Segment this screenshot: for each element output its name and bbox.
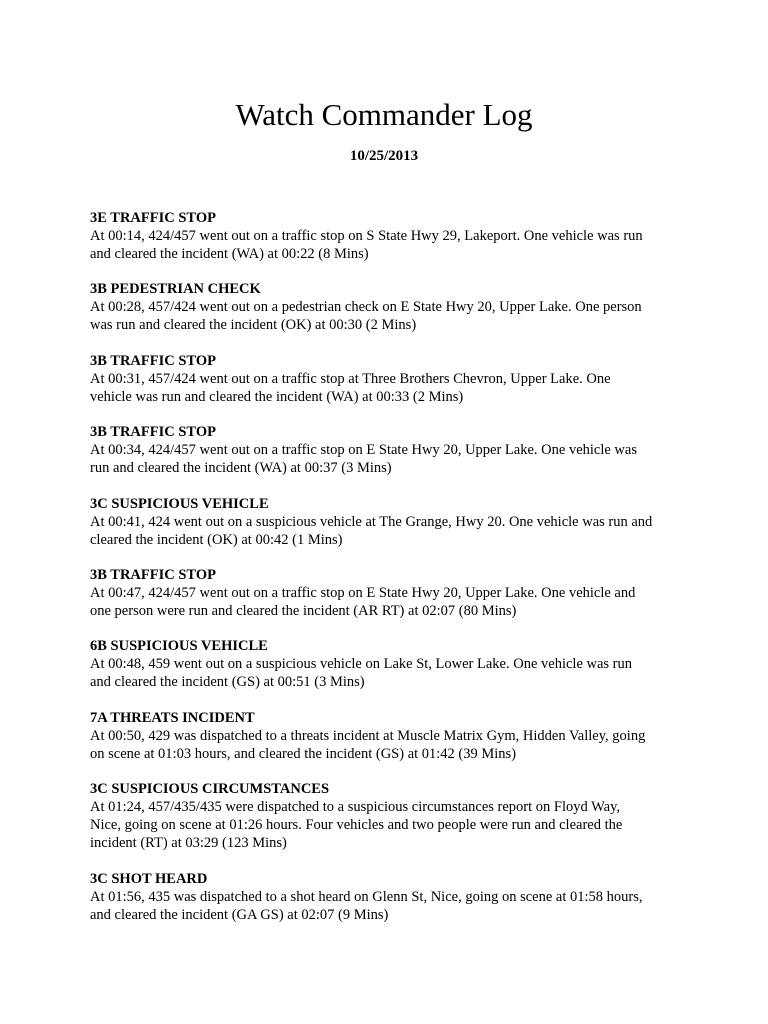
log-entry [90, 709, 680, 763]
entry-text-line: At 00:34, 424/457 went out on a traffic stop on E State Hwy 20, Upper Lake. One vehicle was [90, 442, 637, 459]
entry-text-line: At 00:47, 424/457 went out on a traffic stop on E State Hwy 20, Upper Lake. One vehicle and [90, 584, 636, 601]
log-entry [90, 870, 680, 924]
entry-heading: 3C SUSPICIOUS CIRCUMSTANCES [90, 781, 330, 798]
entry-text-line: and cleared the incident (WA) at 00:22 (8 Mins) [90, 246, 369, 262]
log-entry [90, 780, 680, 852]
entry-text-line: was run and cleared the incident (OK) at 00:30 (2 Mins) [90, 317, 417, 334]
log-entry [90, 495, 680, 549]
entry-text-line: incident (RT) at 03:29 (123 Mins) [90, 835, 287, 852]
log-entry [90, 280, 680, 334]
log-date: 10/25/2013 [349, 148, 419, 164]
entry-text-line: cleared the incident (OK) at 00:42 (1 Mins) [90, 531, 343, 548]
entry-heading: 3B TRAFFIC STOP [90, 352, 216, 369]
entry-heading: 3B PEDESTRIAN CHECK [90, 281, 261, 298]
entry-text-line: At 00:31, 457/424 went out on a traffic stop at Three Brothers Chevron, Upper Lake. One [90, 370, 611, 387]
entry-heading: 7A THREATS INCIDENT [90, 709, 255, 726]
log-entry [90, 637, 680, 691]
entry-text-line: run and cleared the incident (WA) at 00:37 (3 Mins) [90, 460, 392, 477]
entry-text-line: At 00:28, 457/424 went out on a pedestrian check on E State Hwy 20, Upper Lake. One person [90, 299, 642, 316]
entry-text-line: Nice, going on scene at 01:26 hours. Four vehicles and two people were run and cleared the [90, 817, 623, 834]
entry-heading: 3C SHOT HEARD [90, 870, 208, 887]
entry-heading: 3C SUSPICIOUS VEHICLE [90, 495, 269, 512]
entry-text-line: vehicle was run and cleared the incident (WA) at 00:33 (2 Mins) [90, 388, 464, 405]
entry-text-line: At 00:48, 459 went out on a suspicious vehicle on Lake St, Lower Lake. One vehicle was run [90, 656, 633, 673]
entry-text-line: At 01:24, 457/435/435 were dispatched to a suspicious circumstances report on Floyd Way, [90, 799, 621, 816]
log-entries [90, 209, 680, 941]
entry-heading: 6B SUSPICIOUS VEHICLE [90, 638, 268, 655]
entry-text-line: At 01:56, 435 was dispatched to a shot heard on Glenn St, Nice, going on scene at 01:58 hours, [90, 888, 643, 905]
entry-text-line: one person were run and cleared the incident (AR RT) at 02:07 (80 Mins) [90, 602, 517, 619]
entry-text-line: At 00:50, 429 was dispatched to a threats incident at Muscle Matrix Gym, Hidden Valley, going [90, 727, 646, 744]
entry-heading: 3E TRAFFIC STOP [90, 210, 216, 226]
entry-text-line: and cleared the incident (GS) at 00:51 (3 Mins) [90, 674, 365, 691]
entry-text-line: and cleared the incident (GA GS) at 02:07 (9 Mins) [90, 906, 389, 923]
log-entry [90, 566, 680, 620]
entry-heading: 3B TRAFFIC STOP [90, 424, 216, 441]
log-entry [90, 209, 680, 263]
log-entry [90, 423, 680, 477]
entry-heading: 3B TRAFFIC STOP [90, 566, 216, 583]
document-title: Watch Commander Log [235, 97, 533, 132]
entry-text-line: At 00:14, 424/457 went out on a traffic stop on S State Hwy 29, Lakeport. One vehicle was run [90, 228, 643, 244]
entry-text-line: on scene at 01:03 hours, and cleared the incident (GS) at 01:42 (39 Mins) [90, 745, 517, 762]
log-entry [90, 352, 680, 406]
entry-text-line: At 00:41, 424 went out on a suspicious vehicle at The Grange, Hwy 20. One vehicle was run and [90, 513, 653, 530]
